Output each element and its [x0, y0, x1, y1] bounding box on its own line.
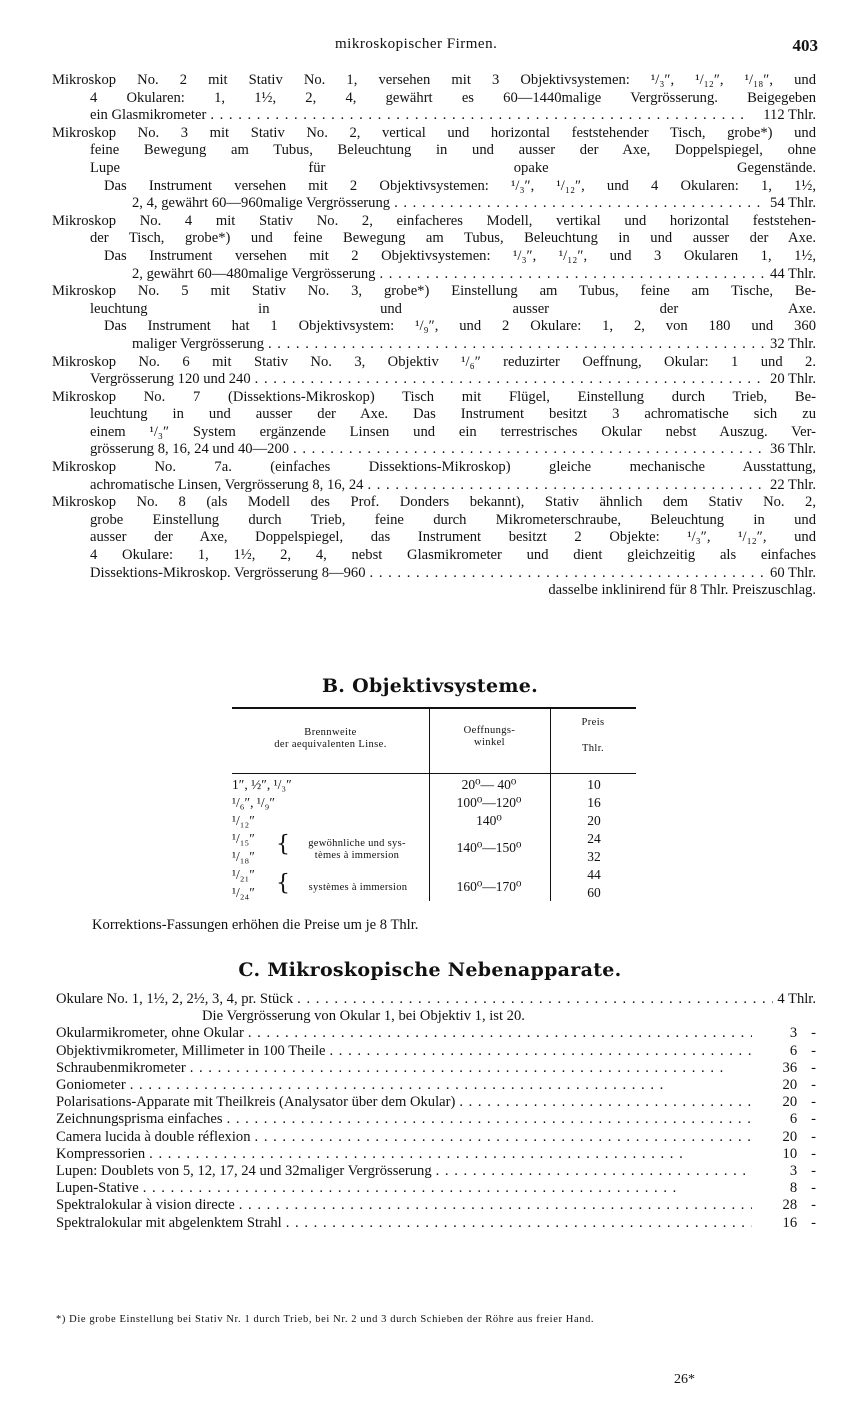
- accessory-item: Zeichnungsprisma einfaches . . . 6 -: [56, 1111, 816, 1128]
- okulare-label: Okulare No. 1, 1½, 2, 2½, 3, 4, pr. Stück: [56, 991, 294, 1007]
- objective-price: 44: [587, 867, 601, 882]
- entry-text-line: einem ¹/₃″ System ergänzende Linsen und ein terrestrisches Okular nebst Auszug. Ver-: [90, 423, 816, 440]
- objective-focal: 1″, ½″, ¹/₃″: [232, 777, 292, 792]
- objective-angle: 160⁰—170⁰: [456, 879, 522, 894]
- accessory-price: 20 -: [782, 1094, 816, 1111]
- accessory-item: Kompressorien . . . 10 -: [56, 1146, 816, 1163]
- running-title: mikroskopischer Firmen.: [335, 36, 498, 52]
- accessory-item: Camera lucida à double réflexion . . . 20 -: [56, 1129, 816, 1146]
- section-c-title: C. Mikroskopische Nebenapparate.: [238, 959, 622, 981]
- entry-price-line: achromatische Linsen, Vergrösserung 8, 16, 24 . . . 22 Thlr.: [52, 477, 816, 495]
- entry-price-line: 2, 4, gewährt 60—960malige Vergrösserung . . . 54 Thlr.: [52, 195, 816, 213]
- table-top-rule: [232, 707, 636, 709]
- accessory-list: [56, 991, 816, 1232]
- entry-price: 60 Thlr.: [770, 564, 816, 581]
- entry-text-line: leuchtung in und ausser der Axe. Das Instrument besitzt 3 achromatische sich zu: [90, 406, 816, 423]
- objective-price: 10: [587, 777, 601, 792]
- okulare-line: [56, 991, 816, 1008]
- entry-sub-line: Das Instrument versehen mit 2 Objektivsystemen: ¹/₃″, ¹/₁₂″, und 4 Okularen: 1, 1½,: [104, 177, 816, 194]
- accessory-price: 20 -: [782, 1128, 816, 1145]
- objective-angle: 20⁰— 40⁰: [461, 777, 517, 792]
- objective-price: 32: [587, 849, 601, 864]
- accessory-item: Okularmikrometer, ohne Okular . . . 3 -: [56, 1025, 816, 1042]
- brace-immersion: {: [276, 871, 290, 896]
- objective-focal: ¹/₆″, ¹/₉″: [232, 795, 276, 810]
- objective-focal: ¹/₂₄″: [232, 885, 255, 900]
- entry-price-line: 2, gewährt 60—480malige Vergrösserung . . . 44 Thlr.: [52, 266, 816, 284]
- entry-price: 44 Thlr.: [770, 265, 816, 282]
- accessory-price: 28 -: [782, 1197, 816, 1214]
- entry-text-line: Mikroskop No. 7a. (einfaches Dissektions-Mikroskop) gleiche mechanische Ausstattung,: [52, 459, 816, 476]
- objective-price: 20: [587, 813, 601, 828]
- microscope-entry: [52, 283, 816, 353]
- accessory-price: 3 -: [789, 1025, 816, 1042]
- entry-price: 112 Thlr.: [763, 107, 816, 124]
- entry-text-line: der Tisch, grobe*) und feine Bewegung am Tubus, Beleuchtung in und ausser der Axe.: [90, 230, 816, 247]
- accessory-price: 3 -: [789, 1163, 816, 1180]
- microscope-entry: [52, 459, 816, 494]
- accessory-item: Spektralokular mit abgelenktem Strahl . . . 16 -: [56, 1215, 816, 1232]
- footnote: *) Die grobe Einstellung bei Stativ Nr. 1 durch Trieb, bei Nr. 2 und 3 durch Schieben der Röhre aus freier Hand.: [56, 1314, 595, 1325]
- korrektions-note: Korrektions-Fassungen erhöhen die Preise um je 8 Thlr.: [92, 917, 419, 933]
- objective-price: 60: [587, 885, 601, 900]
- entry-price-line: ein Glasmikrometer . . . 112 Thlr.: [52, 107, 816, 125]
- entry-text-line: grobe Einstellung durch Trieb, feine durch Mikrometerschraube, Beleuchtung in und: [90, 511, 816, 528]
- entry-text-line: leuchtung in und ausser der Axe.: [90, 300, 816, 317]
- accessory-item: Goniometer . . . 20 -: [56, 1077, 816, 1094]
- entry-price: 22 Thlr.: [770, 476, 816, 493]
- entry-text-line: feine Bewegung am Tubus, Beleuchtung in und ausser der Axe, Doppelspiegel, ohne: [90, 142, 816, 159]
- entry-price: 20 Thlr.: [770, 371, 816, 388]
- entry-sub-line: Das Instrument versehen mit 2 Objektivsystemen: ¹/₃″, ¹/₁₂″, und 3 Okularen 1, 1½,: [104, 247, 816, 264]
- accessory-price: 20 -: [782, 1077, 816, 1094]
- microscope-entry: [52, 389, 816, 459]
- brace-common: {: [276, 832, 290, 857]
- microscope-entry: [52, 72, 816, 125]
- accessory-price: 6 -: [789, 1111, 816, 1128]
- entry-text-line: Mikroskop No. 3 mit Stativ No. 2, vertical und horizontal feststehender Tisch, grobe*) und: [52, 124, 816, 141]
- accessory-price: 6 -: [789, 1042, 816, 1059]
- entry-price-line: maliger Vergrösserung . . . 32 Thlr.: [52, 336, 816, 354]
- entry-text-line: Mikroskop No. 6 mit Stativ No. 3, Objektiv ¹/₆″ reduzirter Oeffnung, Okular: 1 und 2.: [52, 353, 816, 370]
- table-header-rule: [232, 773, 636, 774]
- accessory-item: Schraubenmikrometer . . . 36 -: [56, 1060, 816, 1077]
- entry-text-line: Mikroskop No. 7 (Dissektions-Mikroskop) Tisch mit Flügel, Einstellung durch Trieb, Be-: [52, 388, 816, 405]
- accessory-item: Objektivmikrometer, Millimeter in 100 Theile . . . 6 -: [56, 1043, 816, 1060]
- entry-text-line: 4 Okulare: 1, 1½, 2, 4, nebst Glasmikrometer und dient gleichzeitig als einfaches: [90, 547, 816, 564]
- page-header: [0, 36, 860, 60]
- objective-angle: 140⁰—150⁰: [456, 840, 522, 855]
- header-price: Preis Thlr.: [581, 717, 605, 754]
- header-angle: Oeffnungs- winkel: [463, 725, 516, 748]
- microscope-entry: [52, 125, 816, 213]
- entry-text-line: ausser der Axe, Doppelspiegel, das Instrument besitzt 2 Objekte: ¹/₃″, ¹/₁₂″, und: [90, 529, 816, 546]
- microscope-entry: [52, 213, 816, 283]
- microscope-entry: [52, 354, 816, 389]
- entry-price: 32 Thlr.: [770, 335, 816, 352]
- objective-focal: ¹/₁₂″: [232, 813, 255, 828]
- table-vline: [550, 773, 551, 901]
- page-number: 403: [792, 36, 818, 55]
- note-immersion: systèmes à immersion: [308, 882, 408, 893]
- okulare-price: 4 Thlr.: [777, 991, 816, 1007]
- entry-price-line: Vergrösserung 120 und 240 . . . 20 Thlr.: [52, 371, 816, 389]
- objective-focal: ¹/₁₈″: [232, 849, 255, 864]
- entry-price-line: Dissektions-Mikroskop. Vergrösserung 8—960 . . . 60 Thlr.: [52, 565, 816, 583]
- header-focal: Brennweite der aequivalenten Linse.: [274, 727, 387, 750]
- entry-text-line: Mikroskop No. 8 (als Modell des Prof. Donders bekannt), Stativ ähnlich dem Stativ No. 2,: [52, 494, 816, 511]
- objective-focal: ¹/₂₁″: [232, 867, 255, 882]
- accessory-item: Spektralokular à vision directe . . . 28 -: [56, 1197, 816, 1214]
- objective-price: 24: [587, 831, 601, 846]
- note-common: gewöhnliche und sys- tèmes à immersion: [308, 838, 406, 861]
- accessory-item: Lupen-Stative . . . 8 -: [56, 1180, 816, 1197]
- accessory-price: 36 -: [782, 1059, 816, 1076]
- entry-text-line: Mikroskop No. 5 mit Stativ No. 3, grobe*) Einstellung am Tubus, feine am Tische, Be-: [52, 283, 816, 300]
- accessory-item: Polarisations-Apparate mit Theilkreis (Analysator über dem Okular) . . . 20 -: [56, 1094, 816, 1111]
- microscope-list: [52, 72, 816, 600]
- signature-mark: 26*: [674, 1372, 695, 1387]
- entry-price: 36 Thlr.: [770, 441, 816, 458]
- entry-text-line: Lupe für opake Gegenstände.: [90, 159, 816, 176]
- entry-sub-line: Das Instrument hat 1 Objektivsystem: ¹/₉″, und 2 Okulare: 1, 2, von 180 und 360: [104, 318, 816, 335]
- okulare-note: Die Vergrösserung von Okular 1, bei Objektiv 1, ist 20.: [202, 1008, 525, 1025]
- objective-focal: ¹/₁₅″: [232, 831, 255, 846]
- section-b-title: B. Objektivsysteme.: [321, 675, 539, 697]
- objective-angle: 100⁰—120⁰: [456, 795, 522, 810]
- entry-price: 54 Thlr.: [770, 195, 816, 212]
- accessory-item: Lupen: Doublets von 5, 12, 17, 24 und 32maliger Vergrösserung . . . 3 -: [56, 1163, 816, 1180]
- objective-angle: 140⁰: [476, 813, 502, 828]
- entry-text-line: Mikroskop No. 2 mit Stativ No. 1, versehen mit 3 Objektivsystemen: ¹/₃″, ¹/₁₂″, ¹/₁₈″, und: [52, 72, 816, 88]
- objective-price: 16: [587, 795, 601, 810]
- entry-price-line: grösserung 8, 16, 24 und 40—200 . . . 36 Thlr.: [52, 441, 816, 459]
- entry-text-line: 4 Okularen: 1, 1½, 2, 4, gewährt es 60—1440malige Vergrösserung. Beigegeben: [90, 89, 816, 106]
- accessory-price: 10 -: [782, 1145, 816, 1162]
- entry-extra-line: dasselbe inklinirend für 8 Thlr. Preiszuschlag.: [548, 582, 816, 599]
- accessory-price: 8 -: [789, 1180, 816, 1197]
- accessory-price: 16 -: [782, 1214, 816, 1231]
- entry-text-line: Mikroskop No. 4 mit Stativ No. 2, einfacheres Modell, vertikal und horizontal feststehen-: [52, 212, 816, 229]
- microscope-entry: [52, 494, 816, 600]
